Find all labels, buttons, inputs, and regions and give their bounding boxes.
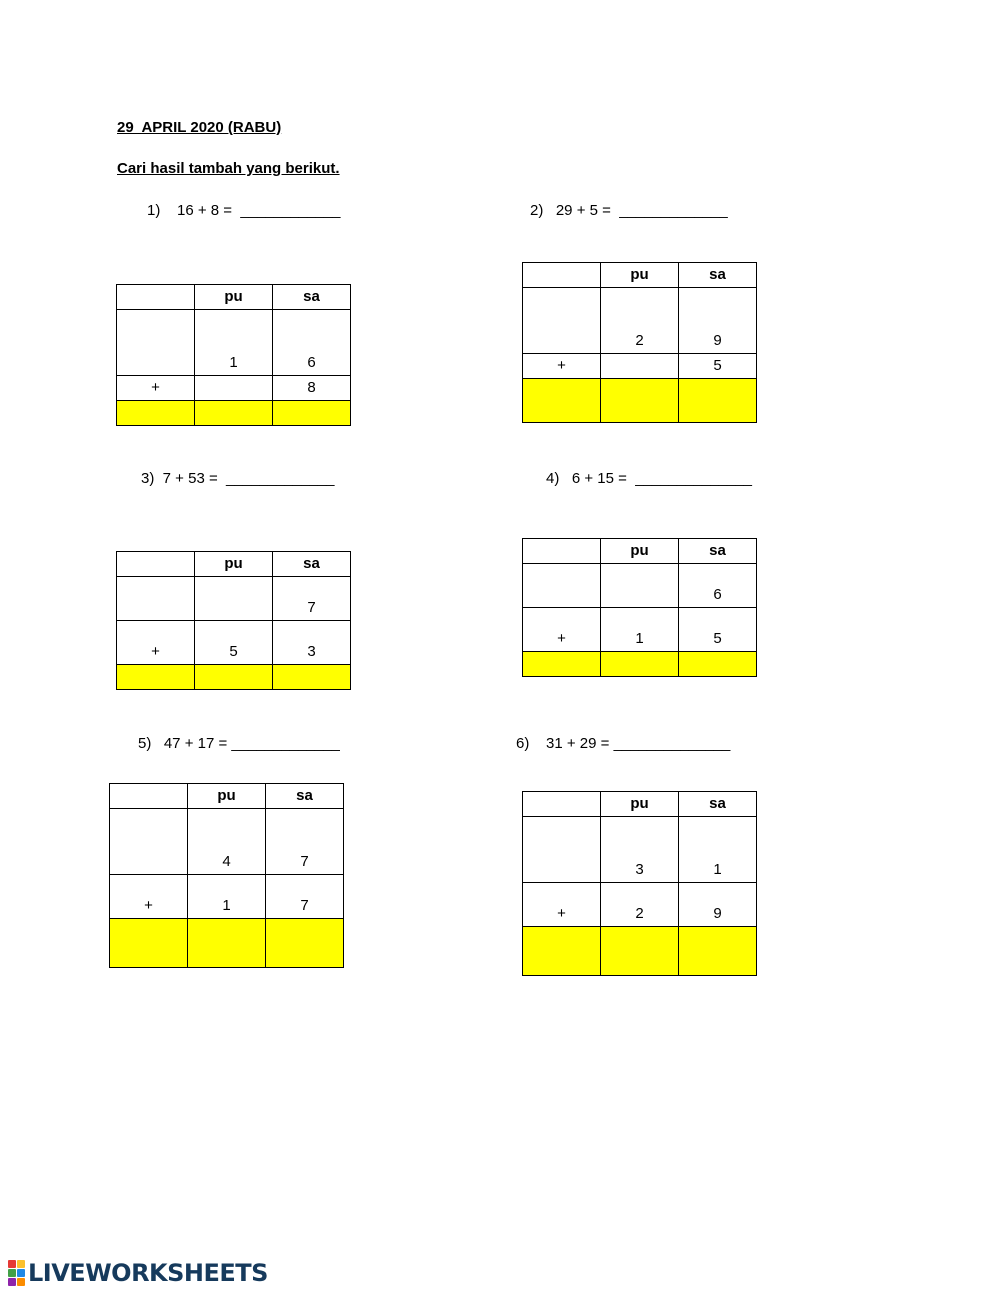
- top-pu-digit: 3: [601, 817, 679, 883]
- sa-header: sa: [273, 285, 351, 310]
- answer-input-sa[interactable]: [679, 652, 757, 677]
- blank-header-cell: [523, 539, 601, 564]
- date-heading: 29 APRIL 2020 (RABU): [117, 119, 282, 136]
- bottom-sa-digit: 5: [679, 354, 757, 379]
- logo-text: LIVEWORKSHEETS: [28, 1259, 268, 1287]
- place-value-table-6: [522, 791, 757, 976]
- logo-square: [17, 1269, 25, 1277]
- plus-sign: +: [523, 608, 601, 652]
- top-sa-digit: 7: [266, 809, 344, 875]
- answer-input-pu[interactable]: [601, 652, 679, 677]
- plus-sign: +: [523, 883, 601, 927]
- answer-input-pu[interactable]: [195, 401, 273, 426]
- question-4-prompt: 4) 6 + 15 = ______________: [546, 470, 753, 487]
- place-value-table-1: [116, 284, 351, 426]
- answer-input-pu[interactable]: [188, 919, 266, 968]
- blank-header-cell: [117, 285, 195, 310]
- plus-sign: +: [117, 376, 195, 401]
- pu-header: pu: [195, 285, 273, 310]
- instruction-heading: Cari hasil tambah yang berikut.: [117, 160, 340, 177]
- answer-input-sa[interactable]: [679, 927, 757, 976]
- answer-cell-blank: [523, 652, 601, 677]
- answer-input-sa[interactable]: [273, 401, 351, 426]
- top-pu-digit: [195, 577, 273, 621]
- question-3-prompt: 3) 7 + 53 = _____________: [141, 470, 335, 487]
- answer-cell-blank: [523, 927, 601, 976]
- top-sa-digit: 7: [273, 577, 351, 621]
- question-1-prompt: 1) 16 + 8 = ____________: [147, 202, 341, 219]
- sa-header: sa: [679, 539, 757, 564]
- answer-cell-blank: [110, 919, 188, 968]
- bottom-sa-digit: 8: [273, 376, 351, 401]
- question-5-prompt: 5) 47 + 17 = _____________: [138, 735, 340, 752]
- sa-header: sa: [266, 784, 344, 809]
- pu-header: pu: [195, 552, 273, 577]
- top-sa-digit: 1: [679, 817, 757, 883]
- answer-input-pu[interactable]: [601, 927, 679, 976]
- answer-input-pu[interactable]: [601, 379, 679, 423]
- liveworksheets-logo[interactable]: [8, 1258, 268, 1288]
- top-pu-digit: 2: [601, 288, 679, 354]
- answer-input-pu[interactable]: [195, 665, 273, 690]
- question-6-prompt: 6) 31 + 29 = ______________: [516, 735, 731, 752]
- logo-square: [8, 1278, 16, 1286]
- question-2-prompt: 2) 29 + 5 = _____________: [530, 202, 728, 219]
- bottom-pu-digit: [195, 376, 273, 401]
- logo-square: [8, 1260, 16, 1268]
- answer-input-sa[interactable]: [679, 379, 757, 423]
- place-value-table-3: [116, 551, 351, 690]
- sa-header: sa: [679, 792, 757, 817]
- logo-square: [17, 1260, 25, 1268]
- sa-header: sa: [679, 263, 757, 288]
- answer-input-sa[interactable]: [273, 665, 351, 690]
- sa-header: sa: [273, 552, 351, 577]
- bottom-sa-digit: 9: [679, 883, 757, 927]
- top-sa-digit: 9: [679, 288, 757, 354]
- blank-header-cell: [523, 792, 601, 817]
- top-pu-digit: 4: [188, 809, 266, 875]
- answer-cell-blank: [117, 401, 195, 426]
- pu-header: pu: [188, 784, 266, 809]
- pu-header: pu: [601, 539, 679, 564]
- place-value-table-4: [522, 538, 757, 677]
- bottom-sa-digit: 5: [679, 608, 757, 652]
- bottom-pu-digit: 1: [188, 875, 266, 919]
- blank-header-cell: [117, 552, 195, 577]
- plus-sign: +: [117, 621, 195, 665]
- top-pu-digit: 1: [195, 310, 273, 376]
- place-value-table-5: [109, 783, 344, 968]
- top-sa-digit: 6: [679, 564, 757, 608]
- operator-cell: [117, 577, 195, 621]
- bottom-sa-digit: 3: [273, 621, 351, 665]
- plus-sign: +: [110, 875, 188, 919]
- operator-cell: [523, 288, 601, 354]
- plus-sign: +: [523, 354, 601, 379]
- bottom-pu-digit: 5: [195, 621, 273, 665]
- bottom-pu-digit: [601, 354, 679, 379]
- logo-square: [8, 1269, 16, 1277]
- logo-square: [17, 1278, 25, 1286]
- operator-cell: [523, 817, 601, 883]
- pu-header: pu: [601, 263, 679, 288]
- operator-cell: [523, 564, 601, 608]
- answer-cell-blank: [523, 379, 601, 423]
- blank-header-cell: [523, 263, 601, 288]
- pu-header: pu: [601, 792, 679, 817]
- operator-cell: [117, 310, 195, 376]
- top-sa-digit: 6: [273, 310, 351, 376]
- top-pu-digit: [601, 564, 679, 608]
- place-value-table-2: [522, 262, 757, 423]
- bottom-pu-digit: 2: [601, 883, 679, 927]
- blank-header-cell: [110, 784, 188, 809]
- bottom-pu-digit: 1: [601, 608, 679, 652]
- answer-input-sa[interactable]: [266, 919, 344, 968]
- operator-cell: [110, 809, 188, 875]
- bottom-sa-digit: 7: [266, 875, 344, 919]
- liveworksheets-logo-icon: [8, 1260, 25, 1286]
- answer-cell-blank: [117, 665, 195, 690]
